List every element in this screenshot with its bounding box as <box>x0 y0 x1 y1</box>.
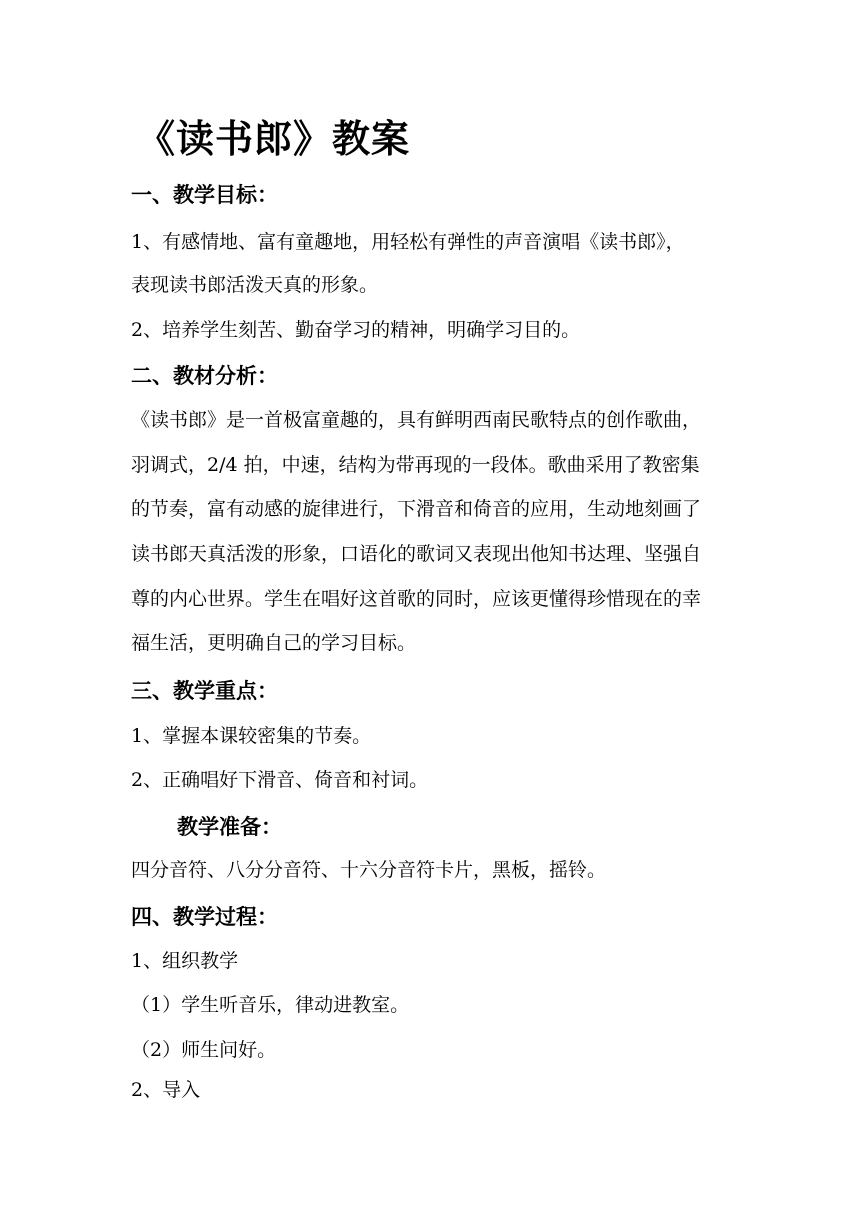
paragraph-line: 2、导入 <box>131 1079 201 1101</box>
paragraph-line: 的节奏，富有动感的旋律进行，下滑音和倚音的应用，生动地刻画了 <box>131 498 702 520</box>
paragraph-line: 《读书郎》是一首极富童趣的，具有鲜明西南民歌特点的创作歌曲， <box>131 409 702 431</box>
paragraph-line: 尊的内心世界。学生在唱好这首歌的同时，应该更懂得珍惜现在的幸 <box>131 588 702 610</box>
section-heading-key-points: 三、教学重点： <box>131 679 278 703</box>
paragraph-line: 四分音符、八分分音符、十六分音符卡片，黑板，摇铃。 <box>131 859 607 881</box>
document-title: 《读书郎》教案 <box>137 116 411 161</box>
paragraph-line: 读书郎天真活泼的形象，口语化的歌词又表现出他知书达理、坚强自 <box>131 543 702 565</box>
paragraph-line: 福生活，更明确自己的学习目标。 <box>131 632 417 654</box>
paragraph-line: 2、培养学生刻苦、勤奋学习的精神，明确学习目的。 <box>131 319 581 341</box>
section-heading-teaching-process: 四、教学过程： <box>131 905 278 929</box>
paragraph-line: 1、掌握本课较密集的节奏。 <box>131 725 372 747</box>
paragraph-line: 1、有感情地、富有童趣地，用轻松有弹性的声音演唱《读书郎》， <box>131 231 685 253</box>
paragraph-line: （1）学生听音乐，律动进教室。 <box>131 994 410 1016</box>
section-heading-teaching-goals: 一、教学目标： <box>131 183 278 207</box>
section-heading-material-analysis: 二、教材分析： <box>131 364 278 388</box>
paragraph-line: 表现读书郎活泼天真的形象。 <box>131 274 379 296</box>
section-heading-preparation: 教学准备： <box>177 815 282 839</box>
paragraph-line: （2）师生问好。 <box>131 1039 277 1061</box>
paragraph-line: 1、组织教学 <box>131 950 239 972</box>
paragraph-line: 2、正确唱好下滑音、倚音和衬词。 <box>131 769 429 791</box>
paragraph-line: 羽调式，2/4 拍，中速，结构为带再现的一段体。歌曲采用了教密集 <box>131 454 700 476</box>
